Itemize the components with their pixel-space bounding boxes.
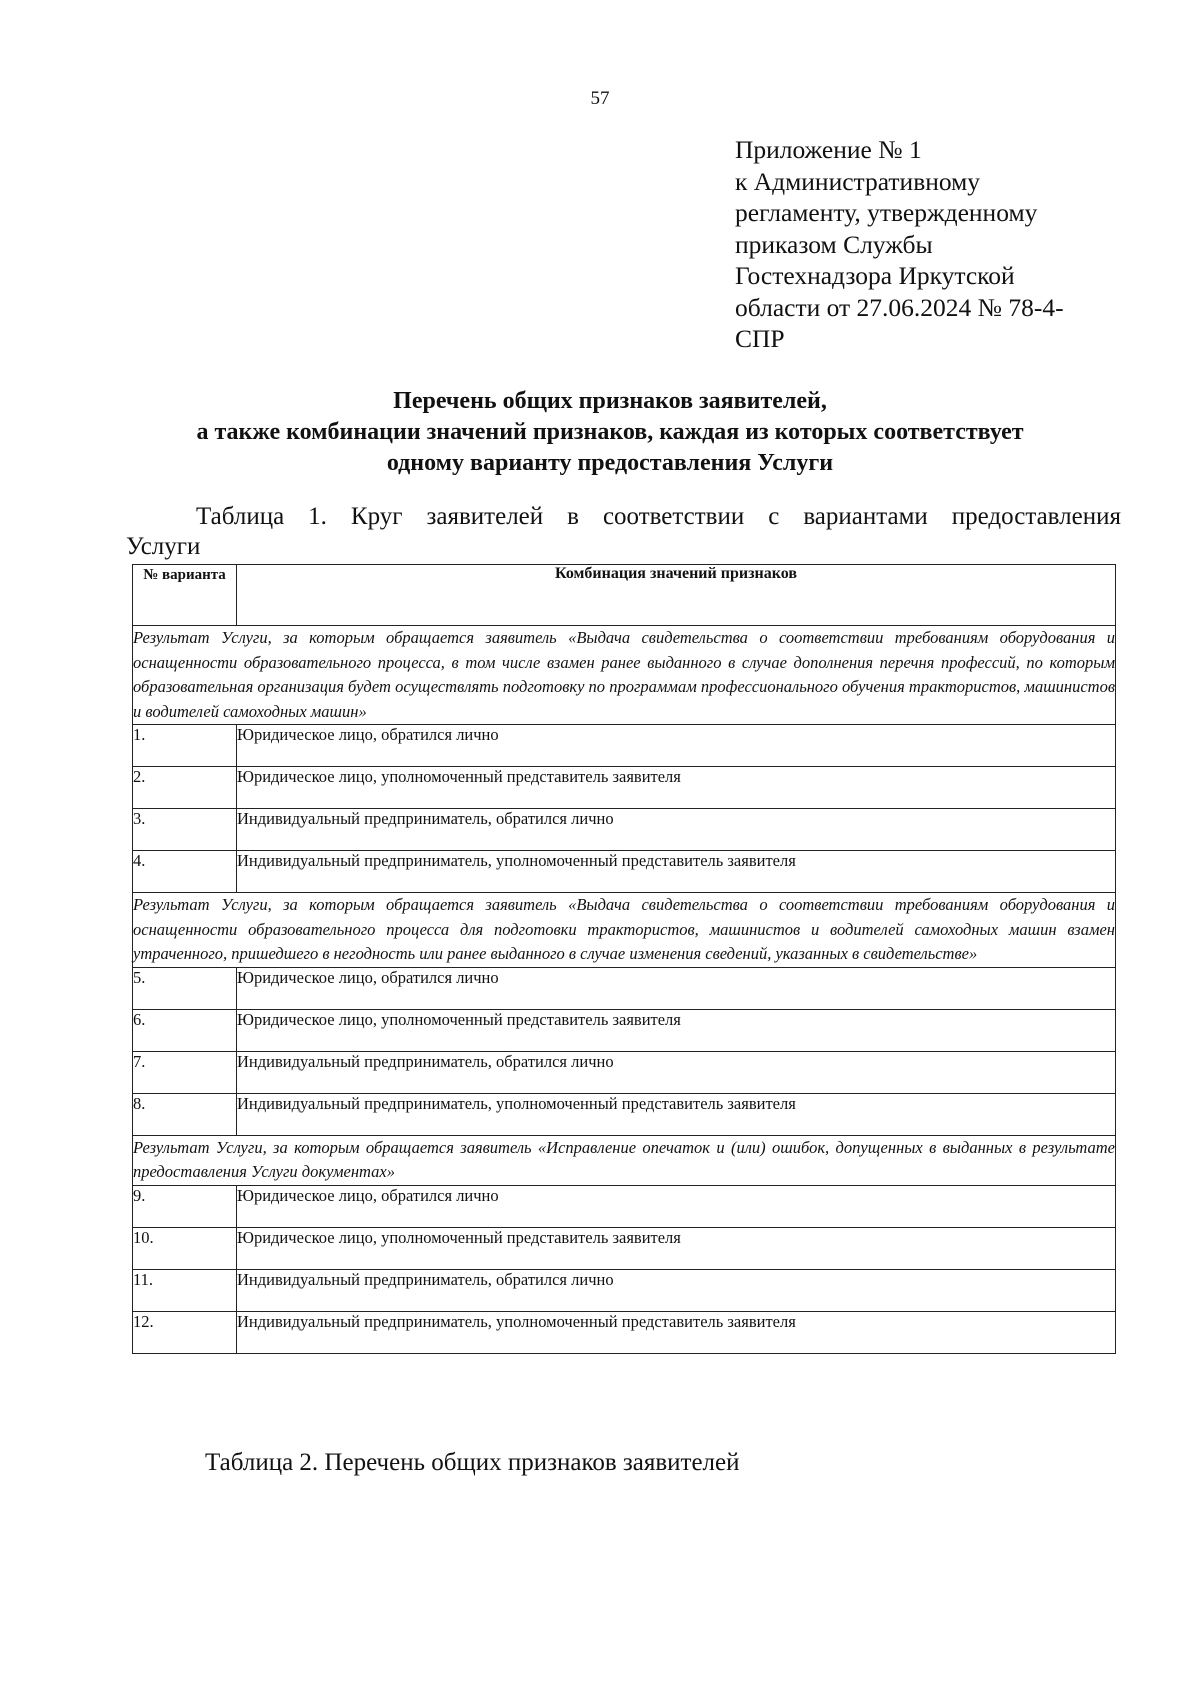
table-row: [133, 967, 1116, 1009]
variant-combination: Индивидуальный предприниматель, уполномоченный представитель заявителя: [237, 1093, 1116, 1135]
variant-combination: Юридическое лицо, уполномоченный представитель заявителя: [237, 1009, 1116, 1051]
section-result-row: [133, 893, 1116, 968]
variant-number: 2.: [133, 767, 237, 809]
table-row: [133, 1311, 1116, 1353]
variant-number: 1.: [133, 725, 237, 767]
table-row: [133, 1227, 1116, 1269]
appendix-line: СПР: [735, 324, 785, 353]
variant-number: 4.: [133, 851, 237, 893]
table-row: [133, 809, 1116, 851]
section-result: Результат Услуги, за которым обращается заявитель «Исправление опечаток и (или) ошибок, допущенных в выданных в результате предоставления Услуги документах»: [133, 1135, 1116, 1185]
table2-caption: Таблица 2. Перечень общих признаков заявителей: [205, 1449, 740, 1476]
variant-number: 12.: [133, 1311, 237, 1353]
table-row: [133, 1093, 1116, 1135]
appendix-line: области от 27.06.2024 № 78-4-: [735, 292, 1064, 322]
page-number: 57: [590, 88, 610, 109]
section-result-row: [133, 1135, 1116, 1185]
table-row: [133, 1009, 1116, 1051]
table-row: [133, 851, 1116, 893]
variant-number: 5.: [133, 967, 237, 1009]
variant-number: 10.: [133, 1227, 237, 1269]
variant-combination: Юридическое лицо, уполномоченный представитель заявителя: [237, 767, 1116, 809]
table-row: [133, 725, 1116, 767]
variant-number: 11.: [133, 1269, 237, 1311]
variant-combination: Юридическое лицо, уполномоченный представитель заявителя: [237, 1227, 1116, 1269]
appendix-line: Приложение № 1: [735, 135, 922, 164]
appendix-line: к Административному: [735, 166, 981, 196]
section-result: Результат Услуги, за которым обращается заявитель «Выдача свидетельства о соответствии требованиям оборудования и оснащенности образовательного процесса, в том числе взамен ранее выданного в случае дополнения перечня профессий, по которым образовательная организация будет осуществлять подготовку по программам профессионального обучения трактористов, машинистов и водителей самоходных машин»: [133, 626, 1116, 725]
title-line: одному варианту предоставления Услуги: [386, 450, 834, 476]
document-title: [80, 386, 1140, 479]
table1-caption-line: Услуги: [126, 533, 201, 560]
appendix-line: регламенту, утвержденному: [735, 198, 1038, 227]
appendix-line: приказом Службы: [735, 229, 933, 259]
variant-combination: Индивидуальный предприниматель, обратился лично: [237, 1269, 1116, 1311]
appendix-line: Гостехнадзора Иркутской: [735, 261, 1015, 290]
table-row: [133, 767, 1116, 809]
table-row: [133, 1269, 1116, 1311]
header-variant-number: № варианта: [133, 565, 237, 626]
appendix-reference: [735, 134, 1165, 355]
variant-number: 3.: [133, 809, 237, 851]
variant-number: 6.: [133, 1009, 237, 1051]
table-header-row: [133, 565, 1116, 626]
variant-combination: Индивидуальный предприниматель, обратился лично: [237, 809, 1116, 851]
section-result: Результат Услуги, за которым обращается заявитель «Выдача свидетельства о соответствии требованиям оборудования и оснащенности образовательного процесса для подготовки трактористов, машинистов и водителей самоходных машин взамен утраченного, пришедшего в негодность или ранее выданного в случае изменения сведений, указанных в свидетельстве»: [133, 893, 1116, 968]
variant-number: 8.: [133, 1093, 237, 1135]
section-result-row: [133, 626, 1116, 725]
variant-combination: Индивидуальный предприниматель, уполномоченный представитель заявителя: [237, 1311, 1116, 1353]
table-row: [133, 1051, 1116, 1093]
title-line: Перечень общих признаков заявителей,: [393, 388, 827, 414]
variant-number: 7.: [133, 1051, 237, 1093]
variant-number: 9.: [133, 1185, 237, 1227]
table-row: [133, 1185, 1116, 1227]
header-combination: Комбинация значений признаков: [237, 565, 1116, 626]
table1-caption-line: Таблица 1. Круг заявителей в соответствии с вариантами предоставления: [196, 503, 1121, 530]
title-line: а также комбинации значений признаков, каждая из которых соответствует: [196, 419, 1024, 445]
variant-combination: Юридическое лицо, обратился лично: [237, 725, 1116, 767]
variant-combination: Индивидуальный предприниматель, уполномоченный представитель заявителя: [237, 851, 1116, 893]
table1-caption: [126, 502, 1121, 562]
variant-combination: Индивидуальный предприниматель, обратился лично: [237, 1051, 1116, 1093]
variant-combination: Юридическое лицо, обратился лично: [237, 1185, 1116, 1227]
variants-table: [132, 564, 1116, 1354]
variant-combination: Юридическое лицо, обратился лично: [237, 967, 1116, 1009]
